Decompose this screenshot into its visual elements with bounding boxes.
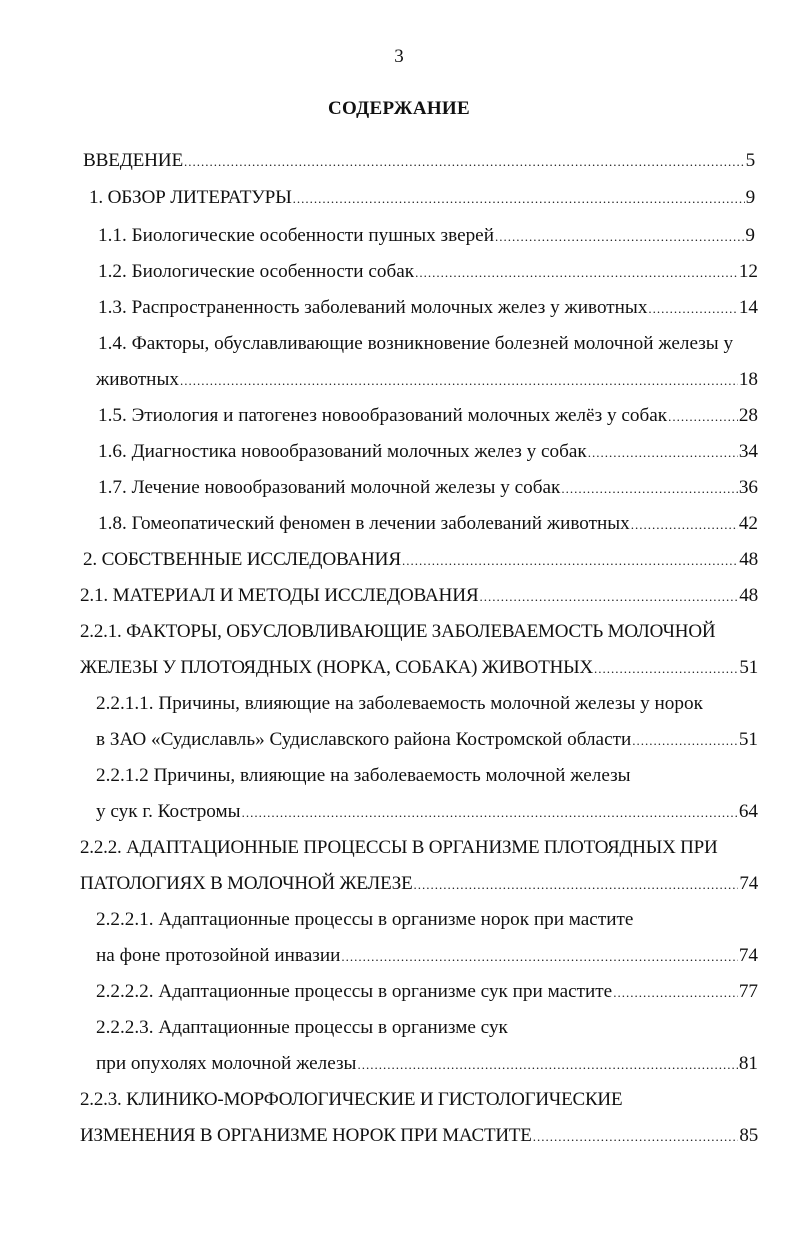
toc-entry-2-2-1-line2[interactable]: [80, 654, 758, 682]
toc-page-number: 81: [738, 1053, 758, 1074]
toc-entry-2-2-3-line2[interactable]: [80, 1122, 758, 1150]
toc-page-number: 12: [738, 261, 758, 282]
toc-leader: [293, 185, 745, 213]
toc-leader: [648, 295, 737, 323]
toc-entry-intro[interactable]: [83, 147, 755, 175]
toc-entry-1-4-line2[interactable]: [96, 366, 758, 394]
toc-entry-text: 1.3. Распространенность заболеваний молочных желез у животных: [98, 297, 648, 318]
toc-entry-text: 1.2. Биологические особенности собак: [98, 261, 415, 282]
toc-entry-2-1[interactable]: [80, 582, 758, 610]
toc-entry-1-3[interactable]: [98, 294, 758, 322]
toc-page-number: 77: [738, 981, 758, 1002]
toc-entry-2-2-2-3-line1[interactable]: 2.2.2.3. Адаптационные процессы в организме сук: [96, 1017, 508, 1038]
toc-entry-text: 2. СОБСТВЕННЫЕ ИССЛЕДОВАНИЯ: [83, 549, 401, 570]
toc-leader: [415, 259, 738, 287]
toc-entry-text: животных: [96, 369, 179, 390]
toc-leader: [588, 439, 738, 467]
toc-entry-text: ВВЕДЕНИЕ: [83, 150, 183, 171]
toc-leader: [631, 511, 738, 539]
toc-page-number: 42: [738, 513, 758, 534]
toc-leader: [632, 727, 738, 755]
toc-entry-1-1[interactable]: [98, 222, 755, 250]
toc-page-number: 9: [745, 225, 755, 246]
page-number: 3: [394, 46, 404, 67]
toc-page-number: 9: [745, 187, 755, 208]
toc-entry-text: 1.5. Этиология и патогенез новообразований молочных желёз у собак: [98, 405, 668, 426]
toc-leader: [242, 799, 738, 827]
toc-page-number: 74: [738, 945, 758, 966]
toc-leader: [357, 1051, 737, 1079]
toc-entry-2-2-1-1-line1[interactable]: 2.2.1.1. Причины, влияющие на заболеваемость молочной железы у норок: [96, 693, 703, 714]
toc-entry-1-7[interactable]: [98, 474, 758, 502]
toc-page-number: 64: [738, 801, 758, 822]
toc-entry-2-2-1-line1[interactable]: 2.2.1. ФАКТОРЫ, ОБУСЛОВЛИВАЮЩИЕ ЗАБОЛЕВАЕМОСТЬ МОЛОЧНОЙ: [80, 621, 716, 642]
toc-entry-1-2[interactable]: [98, 258, 758, 286]
toc-leader: [533, 1123, 739, 1151]
toc-leader: [184, 148, 745, 176]
toc-entry-text: у сук г. Костромы: [96, 801, 241, 822]
toc-leader: [613, 979, 738, 1007]
toc-entry-1-6[interactable]: [98, 438, 758, 466]
page-title: СОДЕРЖАНИЕ: [328, 98, 470, 119]
toc-page-number: 36: [738, 477, 758, 498]
toc-entry-section-2[interactable]: [83, 546, 758, 574]
toc-entry-2-2-1-2-line2[interactable]: [96, 798, 758, 826]
toc-entry-2-2-1-2-line1[interactable]: 2.2.1.2 Причины, влияющие на заболеваемость молочной железы: [96, 765, 631, 786]
toc-page-number: 48: [739, 585, 758, 606]
toc-entry-text: ЖЕЛЕЗЫ У ПЛОТОЯДНЫХ (НОРКА, СОБАКА) ЖИВОТНЫХ: [80, 657, 594, 678]
toc-entry-2-2-2-line1[interactable]: 2.2.2. АДАПТАЦИОННЫЕ ПРОЦЕССЫ В ОРГАНИЗМЕ ПЛОТОЯДНЫХ ПРИ: [80, 837, 718, 858]
toc-leader: [180, 367, 738, 395]
toc-entry-text: ИЗМЕНЕНИЯ В ОРГАНИЗМЕ НОРОК ПРИ МАСТИТЕ: [80, 1125, 532, 1146]
toc-page-number: 14: [738, 297, 758, 318]
toc-entry-text: 1.6. Диагностика новообразований молочных желез у собак: [98, 441, 587, 462]
toc-leader: [413, 871, 738, 899]
toc-entry-section-1[interactable]: [89, 184, 755, 212]
toc-leader: [341, 943, 737, 971]
toc-page-number: 18: [738, 369, 758, 390]
toc-entry-text: 2.2.2.2. Адаптационные процессы в организме сук при мастите: [96, 981, 613, 1002]
toc-page-number: 51: [738, 729, 758, 750]
toc-leader: [561, 475, 738, 503]
toc-entry-1-5[interactable]: [98, 402, 758, 430]
toc-page-number: 48: [739, 549, 758, 570]
toc-page-number: 28: [738, 405, 758, 426]
toc-leader: [402, 547, 738, 575]
toc-leader: [594, 655, 738, 683]
toc-page-number: 5: [745, 150, 755, 171]
toc-entry-2-2-2-1-line2[interactable]: [96, 942, 758, 970]
toc-entry-text: 1. ОБЗОР ЛИТЕРАТУРЫ: [89, 187, 292, 208]
toc-entry-text: при опухолях молочной железы: [96, 1053, 357, 1074]
toc-page-number: 85: [739, 1125, 758, 1146]
toc-page-number: 74: [739, 873, 758, 894]
toc-leader: [668, 403, 738, 431]
toc-entry-2-2-1-1-line2[interactable]: [96, 726, 758, 754]
toc-entry-2-2-2-line2[interactable]: [80, 870, 758, 898]
toc-entry-2-2-2-2[interactable]: [96, 978, 758, 1006]
toc-entry-text: ПАТОЛОГИЯХ В МОЛОЧНОЙ ЖЕЛЕЗЕ: [80, 873, 413, 894]
toc-page-number: 34: [738, 441, 758, 462]
toc-entry-text: 1.7. Лечение новообразований молочной железы у собак: [98, 477, 561, 498]
toc-leader: [495, 223, 744, 251]
toc-entry-text: 2.1. МАТЕРИАЛ И МЕТОДЫ ИССЛЕДОВАНИЯ: [80, 585, 479, 606]
toc-entry-1-8[interactable]: [98, 510, 758, 538]
toc-entry-text: 1.8. Гомеопатический феномен в лечении заболеваний животных: [98, 513, 630, 534]
toc-leader: [479, 583, 738, 611]
toc-entry-2-2-3-line1[interactable]: 2.2.3. КЛИНИКО-МОРФОЛОГИЧЕСКИЕ И ГИСТОЛОГИЧЕСКИЕ: [80, 1089, 623, 1110]
toc-entry-text: 1.1. Биологические особенности пушных зверей: [98, 225, 494, 246]
toc-entry-text: в ЗАО «Судиславль» Судиславского района Костромской области: [96, 729, 632, 750]
toc-entry-2-2-2-3-line2[interactable]: [96, 1050, 758, 1078]
toc-entry-1-4-line1[interactable]: 1.4. Факторы, обуславливающие возникновение болезней молочной железы у: [98, 333, 734, 354]
toc-entry-text: на фоне протозойной инвазии: [96, 945, 341, 966]
toc-entry-2-2-2-1-line1[interactable]: 2.2.2.1. Адаптационные процессы в организме норок при мастите: [96, 909, 634, 930]
toc-page-number: 51: [739, 657, 758, 678]
